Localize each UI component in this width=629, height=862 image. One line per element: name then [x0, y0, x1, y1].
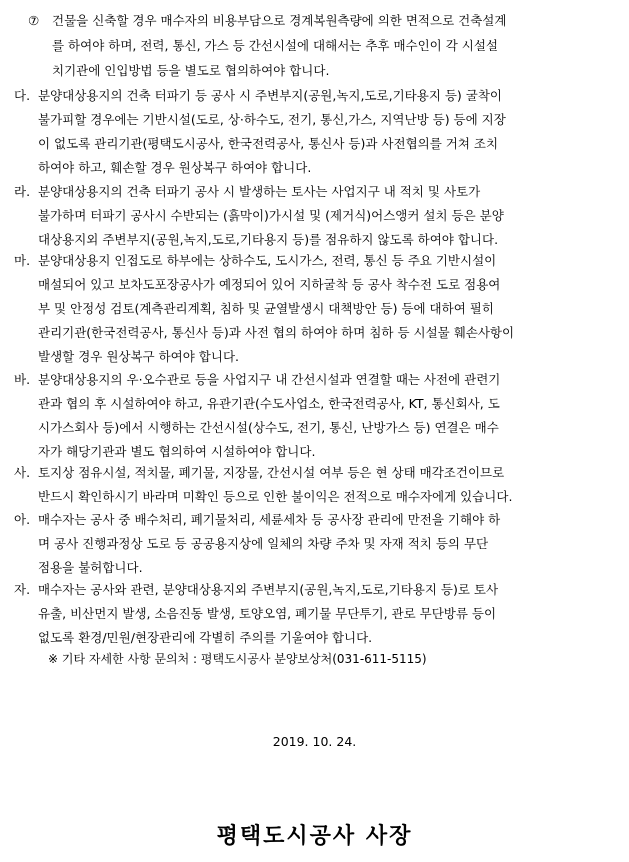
item-marker: 바.	[14, 372, 31, 387]
item-marker: 다.	[14, 88, 31, 103]
item-text-line: 분양대상용지의 건축 터파기 등 공사 시 주변부지(공원,녹지,도로,기타용지 등) 굴착이	[38, 88, 503, 103]
item-marker: 자.	[14, 582, 31, 597]
signer-title: 평택도시공사 사장	[216, 824, 413, 849]
document-date: 2019. 10. 24.	[272, 734, 357, 749]
item-text-line: 자가 해당기관과 별도 협의하여 시설하여야 합니다.	[38, 444, 316, 459]
item-text-line: 하여야 하고, 훼손할 경우 원상복구 하여야 합니다.	[38, 160, 312, 175]
item-text-line: 분양대상용지의 건축 터파기 공사 시 발생하는 토사는 사업지구 내 적치 및 사토가	[38, 184, 481, 199]
item-text-line: 불가피할 경우에는 기반시설(도로, 상·하수도, 전기, 통신,가스, 지역난방 등) 등에 지장	[38, 112, 506, 127]
item-text-line: 며 공사 진행과정상 도로 등 공공용지상에 일체의 차량 주차 및 자재 적치 등의 무단	[38, 536, 489, 551]
item-marker: 사.	[14, 465, 31, 480]
item-text-line: 없도록 환경/민원/현장관리에 각별히 주의를 기울여야 합니다.	[38, 630, 373, 645]
contact-note: ※ 기타 자세한 사항 문의처 : 평택도시공사 분양보상처(031-611-5115)	[48, 652, 427, 666]
item-text-line: 대상용지외 주변부지(공원,녹지,도로,기타용지 등)를 점유하지 않도록 하여야 합니다.	[38, 232, 499, 247]
item-text-line: 매수자는 공사 중 배수처리, 폐기물처리, 세륜세차 등 공사장 관리에 만전을 기해야 하	[38, 512, 501, 527]
item-text-line: 매설되어 있고 보차도포장공사가 예정되어 있어 지하굴착 등 공사 착수전 도로 점용여	[38, 277, 501, 292]
item-marker: ⑦	[28, 13, 40, 28]
item-text-line: 를 하여야 하며, 전력, 통신, 가스 등 간선시설에 대해서는 추후 매수인이 각 시설설	[52, 38, 499, 53]
item-text-line: 부 및 안정성 검토(계측관리계획, 침하 및 균열발생시 대책방안 등) 등에 대하여 필히	[38, 301, 494, 316]
item-text-line: 관리기관(한국전력공사, 통신사 등)과 사전 협의 하여야 하며 침하 등 시설물 훼손사항이	[38, 325, 515, 340]
item-text-line: 반드시 확인하시기 바라며 미확인 등으로 인한 불이익은 전적으로 매수자에게 있습니다.	[38, 489, 513, 504]
item-text-line: 점용을 불허합니다.	[38, 560, 143, 575]
item-text-line: 매수자는 공사와 관련, 분양대상용지외 주변부지(공원,녹지,도로,기타용지 등)로 토사	[38, 582, 499, 597]
item-text-line: 건물을 신축할 경우 매수자의 비용부담으로 경계복원측량에 의한 면적으로 건축설계	[52, 13, 507, 28]
item-text-line: 유출, 비산먼지 발생, 소음진동 발생, 토양오염, 폐기물 무단투기, 관로 무단방류 등이	[38, 606, 497, 621]
item-text-line: 불가하며 터파기 공사시 수반되는 (흙막이)가시설 및 (제거식)어스앵커 설치 등은 분양	[38, 208, 504, 223]
item-text-line: 분양대상용지 인접도로 하부에는 상하수도, 도시가스, 전력, 통신 등 주요 기반시설이	[38, 253, 497, 268]
item-text-line: 관과 협의 후 시설하여야 하고, 유관기관(수도사업소, 한국전력공사, KT, 통신회사, 도	[38, 396, 500, 411]
item-text-line: 시가스회사 등)에서 시행하는 간선시설(상수도, 전기, 통신, 난방가스 등) 연결은 매수	[38, 420, 499, 435]
item-text-line: 치기관에 인입방법 등을 별도로 협의하여야 합니다.	[52, 63, 330, 78]
item-marker: 아.	[14, 512, 31, 527]
item-marker: 마.	[14, 253, 31, 268]
item-text-line: 분양대상용지의 우·오수관로 등을 사업지구 내 간선시설과 연결할 때는 사전에 관련기	[38, 372, 501, 387]
item-text-line: 발생할 경우 원상복구 하여야 합니다.	[38, 349, 239, 364]
item-text-line: 토지상 점유시설, 적치물, 폐기물, 지장물, 간선시설 여부 등은 현 상태 매각조건이므로	[38, 465, 505, 480]
item-marker: 라.	[14, 184, 31, 199]
item-text-line: 이 없도록 관리기관(평택도시공사, 한국전력공사, 통신사 등)과 사전협의를 거쳐 조치	[38, 136, 499, 151]
